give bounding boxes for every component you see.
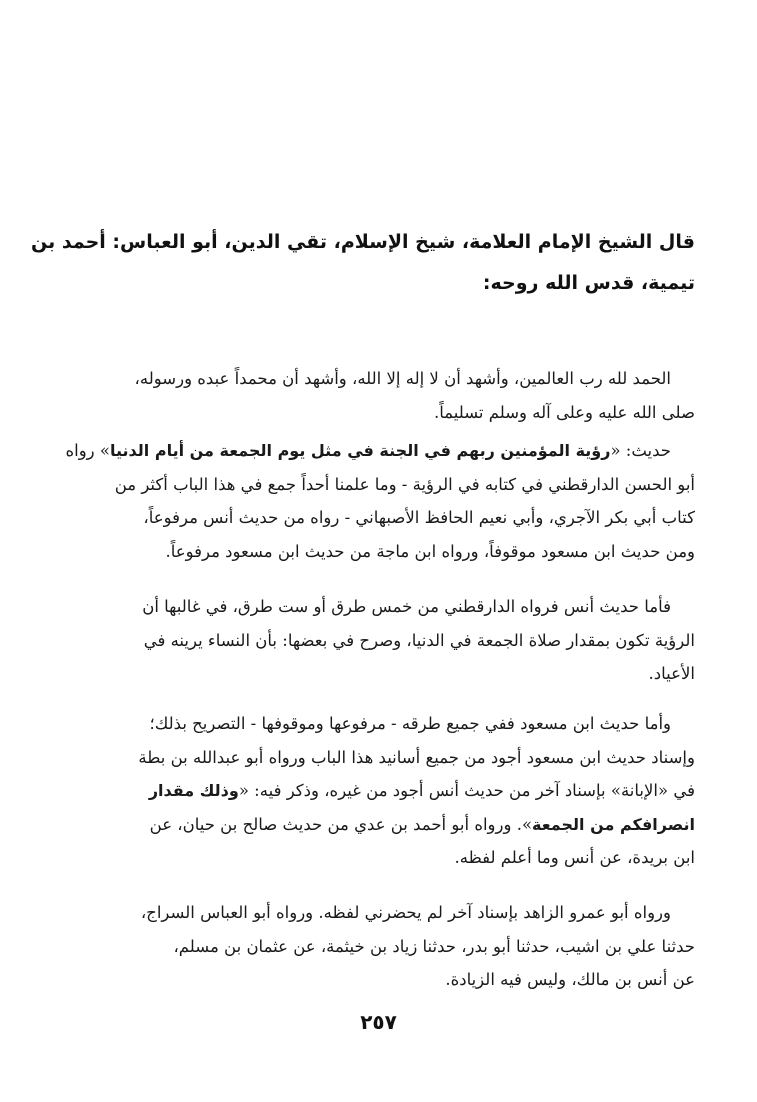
- paragraph-line: عن أنس بن مالك، وليس فيه الزيادة.: [445, 970, 695, 989]
- paragraph-line: وإسناد حديث ابن مسعود أجود من جميع أسانيد هذا الباب ورواه أبو عبدالله بن بطة: [138, 747, 695, 767]
- page-heading: [31, 222, 695, 304]
- paragraph-line: وأما حديث ابن مسعود ففي جميع طرقه - مرفوعها وموقوفها - التصريح بذلك؛: [149, 714, 671, 733]
- paragraph-line: [62, 808, 695, 842]
- hadith-prefix: حديث: «: [610, 441, 671, 460]
- paragraph-line: [62, 774, 695, 808]
- hadith-suffix: » رواه: [65, 441, 110, 460]
- paragraph-line: الحمد لله رب العالمين، وأشهد أن لا إله إلا الله، وأشهد أن محمداً عبده ورسوله،: [134, 369, 671, 388]
- page-number: ٢٥٧: [360, 1010, 397, 1034]
- heading-line-1: قال الشيخ الإمام العلامة، شيخ الإسلام، تقي الدين، أبو العباس: أحمد بن: [31, 231, 695, 253]
- paragraph-line: فأما حديث أنس فرواه الدارقطني من خمس طرق أو ست طرق، في غالبها أن: [142, 597, 671, 616]
- ibn-adi-text: ». ورواه أبو أحمد بن عدي من حديث صالح بن حيان، عن: [149, 814, 533, 834]
- paragraph-line: الرؤية تكون بمقدار صلاة الجمعة في الدنيا، وصرح في بعضها: بأن النساء يرينه في: [143, 630, 695, 650]
- hadith-title: رؤية المؤمنين ربهم في الجنة في مثل يوم الجمعة من أيام الدنيا: [109, 441, 611, 460]
- paragraph-line: كتاب أبي بكر الآجري، وأبي نعيم الحافظ الأصبهاني - رواه من حديث أنس مرفوعاً،: [143, 508, 695, 527]
- paragraph-hadith: [62, 434, 695, 568]
- paragraph-anas: [62, 590, 695, 691]
- paragraph-line: الأعياد.: [648, 664, 695, 683]
- paragraph-doxology: [62, 362, 695, 429]
- paragraph-line: ابن بريدة، عن أنس وما أعلم لفظه.: [454, 848, 695, 867]
- paragraph-line: حدثنا علي بن اشيب، حدثنا أبو بدر، حدثنا زياد بن خيثمة، عن عثمان بن مسلم،: [173, 936, 695, 956]
- bold-phrase-part1: وذلك مقدار: [148, 781, 239, 800]
- heading-line-2: تيمية، قدس الله روحه:: [482, 272, 695, 294]
- paragraph-abu-amr: [62, 896, 695, 997]
- hadith-title-line: [62, 434, 695, 468]
- ibana-text: في «الإبانة» بإسناد آخر من حديث أنس أجود من غيره، وذكر فيه: «: [238, 781, 695, 800]
- paragraph-line: صلى الله عليه وعلى آله وسلم تسليماً.: [433, 402, 695, 422]
- paragraph-line: أبو الحسن الدارقطني في كتابه في الرؤية - وما علمنا أحداً جمع في هذا الباب أكثر من: [114, 474, 695, 494]
- paragraph-line: ورواه أبو عمرو الزاهد بإسناد آخر لم يحضرني لفظه. ورواه أبو العباس السراج،: [140, 903, 671, 922]
- bold-phrase-part2: انصرافكم من الجمعة: [532, 814, 695, 834]
- paragraph-ibn-masud: [62, 707, 695, 875]
- paragraph-line: ومن حديث ابن مسعود موقوفاً، ورواه ابن ماجة من حديث ابن مسعود مرفوعاً.: [165, 541, 695, 561]
